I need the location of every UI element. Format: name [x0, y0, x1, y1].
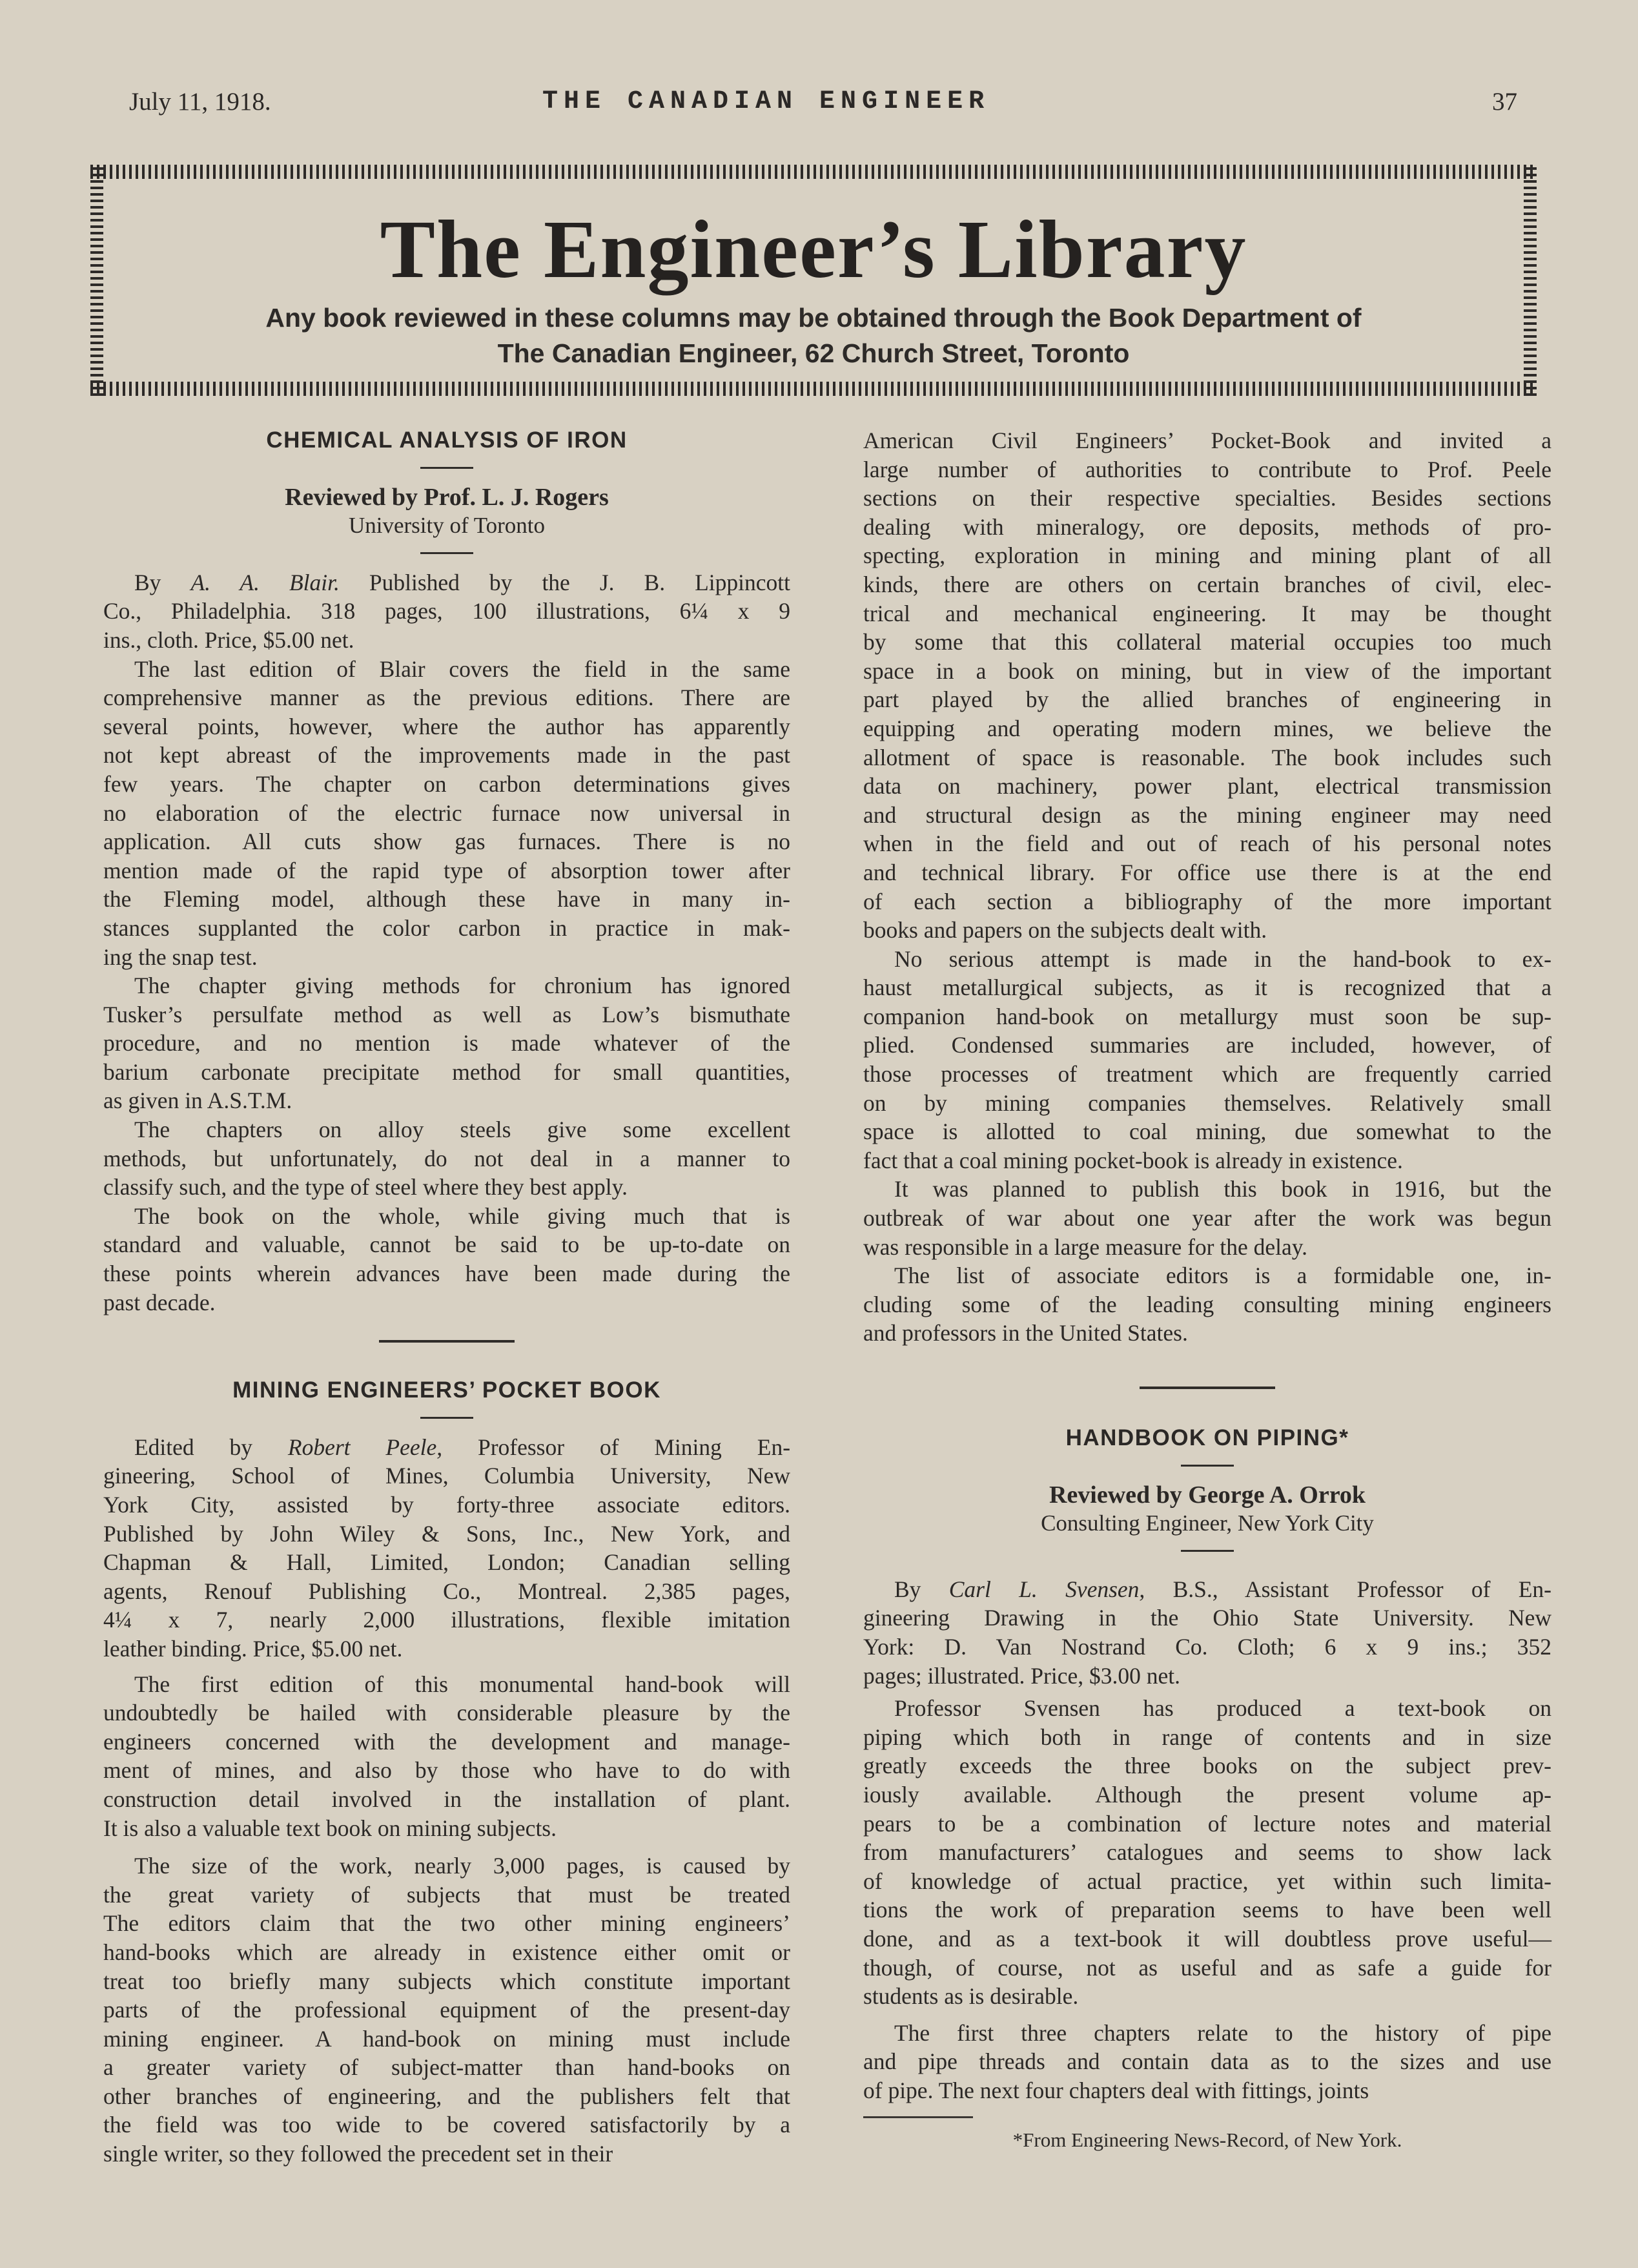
- article-heading: CHEMICAL ANALYSIS OF IRON: [266, 428, 628, 453]
- text-line: The editors claim that the two other mining engineers’: [103, 1910, 790, 1937]
- text-line: and structural design as the mining engineer may need: [863, 801, 1551, 828]
- bibliography-lines: [863, 1603, 1551, 1690]
- text-line: leather binding. Price, $5.00 net.: [103, 1635, 403, 1662]
- paragraph: [863, 426, 1551, 945]
- text-line: pages; illustrated. Price, $3.00 net.: [863, 1662, 1180, 1689]
- paragraph: [103, 971, 790, 1115]
- text-line: data on machinery, power plant, electrical transmission: [863, 773, 1551, 799]
- text-line: by some that this collateral material occupies too much: [863, 629, 1551, 655]
- text-line: Co., Philadelphia. 318 pages, 100 illustrations, 6¼ x 9: [103, 598, 790, 624]
- text-line: ins., cloth. Price, $5.00 net.: [103, 626, 354, 653]
- text-line: and pipe threads and contain data as to the sizes and use: [863, 2048, 1551, 2075]
- text-line: of pipe. The next four chapters deal with fittings, joints: [863, 2077, 1369, 2103]
- text-line: mention made of the rapid type of absorption tower after: [103, 857, 790, 883]
- text-line: The list of associate editors is a formidable one, in-: [894, 1263, 1551, 1289]
- text-line: The chapters on alloy steels give some excellent: [134, 1117, 790, 1143]
- text-line: kinds, there are others on certain branches of civil, elec-: [863, 571, 1551, 597]
- paragraph: [103, 1115, 790, 1202]
- right-column: [863, 426, 1551, 2155]
- text-line: the field was too wide to be covered satisfactorily by a: [103, 2112, 790, 2138]
- text-line: greatly exceeds the three books on the subject prev-: [863, 1753, 1551, 1779]
- author-name: A. A. Blair.: [190, 569, 340, 595]
- text-line: and professors in the United States.: [863, 1320, 1188, 1346]
- banner-border-top: [90, 165, 1537, 179]
- text-line: York: D. Van Nostrand Co. Cloth; 6 x 9 ins.; 352: [863, 1633, 1551, 1660]
- footnote: *From Engineering News-Record, of New York.: [1012, 2129, 1402, 2152]
- banner-subtitle-line: The Canadian Engineer, 62 Church Street, Toronto: [497, 338, 1130, 368]
- text-line: stances supplanted the color carbon in practice in mak-: [103, 914, 790, 941]
- section-divider: [1140, 1387, 1275, 1389]
- text-line: companion hand-book on metallurgy must soon be sup-: [863, 1003, 1551, 1029]
- text-line: books and papers on the subjects dealt with.: [863, 917, 1267, 943]
- text-line: ing the snap test.: [103, 943, 258, 970]
- text-line: those processes of treatment which are frequently carried: [863, 1061, 1551, 1088]
- text-line: Tusker’s persulfate method as well as Low’s bismuthate: [103, 1001, 790, 1027]
- text-line: several points, however, where the author has apparently: [103, 713, 790, 739]
- text-line: agents, Renouf Publishing Co., Montreal. 2,385 pages,: [103, 1578, 790, 1604]
- text-line: No serious attempt is made in the hand-book to ex-: [894, 945, 1551, 972]
- running-header: [129, 87, 1517, 126]
- section-divider: [379, 1340, 515, 1343]
- text-line: a greater variety of subject-matter than hand-books on: [103, 2054, 790, 2081]
- text-line: The first three chapters relate to the history of pipe: [894, 2019, 1551, 2046]
- bibliography-lines: [103, 1461, 790, 1663]
- text-line: sections on their respective specialties. Besides sections: [863, 485, 1551, 511]
- text-line: the Fleming model, although these have in many in-: [103, 886, 790, 912]
- text-line: application. All cuts show gas furnaces. There is no: [103, 829, 790, 855]
- text-line: 4¼ x 7, nearly 2,000 illustrations, flexible imitation: [103, 1607, 790, 1633]
- text-line: mining engineer. A hand-book on mining must include: [103, 2025, 790, 2052]
- text-line: It is also a valuable text book on mining subjects.: [103, 1815, 557, 1841]
- divider: [420, 552, 473, 554]
- text-line: Chapman & Hall, Limited, London; Canadian selling: [103, 1549, 790, 1576]
- bibliography: [103, 1433, 790, 1664]
- text-line: and technical library. For office use there is at the end: [863, 859, 1551, 885]
- text-line: Published by John Wiley & Sons, Inc., New York, and: [103, 1520, 790, 1547]
- text-line: American Civil Engineers’ Pocket-Book and invited a: [863, 428, 1551, 453]
- text-line: space is allotted to coal mining, due somewhat to the: [863, 1119, 1551, 1145]
- text-line: part played by the allied branches of engineering in: [863, 686, 1551, 713]
- text-line: methods, but unfortunately, do not deal in a manner to: [103, 1145, 790, 1171]
- text-line: comprehensive manner as the previous editions. There are: [103, 685, 790, 711]
- paragraph: [863, 1175, 1551, 1261]
- bibliography: [103, 568, 790, 655]
- library-banner: [90, 165, 1537, 396]
- banner-title: The Engineer’s Library: [380, 203, 1247, 295]
- text-line: trical and mechanical engineering. It may be thought: [863, 600, 1551, 626]
- banner-border-bottom: [90, 382, 1537, 396]
- divider: [420, 467, 473, 469]
- paragraph: [863, 1694, 1551, 2011]
- text-line: other branches of engineering, and the publishers felt that: [103, 2083, 790, 2109]
- text-line: equipping and operating modern mines, we believe the: [863, 715, 1551, 741]
- text-line: cluding some of the leading consulting mining engineers: [863, 1291, 1551, 1317]
- text-line: undoubtedly be hailed with considerable pleasure by the: [103, 1700, 790, 1726]
- text-line: done, and as a text-book it will doubtless prove useful—: [863, 1925, 1551, 1952]
- text-line: though, of course, not as useful and as safe a guide for: [863, 1954, 1551, 1981]
- divider: [1181, 1465, 1234, 1467]
- text-line: procedure, and no mention is made whatever of the: [103, 1030, 790, 1057]
- text-line: from manufacturers’ catalogues and seems to show lack: [863, 1839, 1551, 1866]
- bibliography: [863, 1575, 1551, 1690]
- text-line: By Carl L. Svensen, B.S., Assistant Professor of En-: [894, 1576, 1551, 1602]
- text-line: when in the field and out of reach of his personal notes: [863, 830, 1551, 857]
- article-heading: MINING ENGINEERS’ POCKET BOOK: [232, 1377, 661, 1403]
- text-line: allotment of space is reasonable. The book includes such: [863, 744, 1551, 770]
- text-line: dealing with mineralogy, ore deposits, methods of pro-: [863, 513, 1551, 540]
- text-line: of each section a bibliography of the more important: [863, 888, 1551, 914]
- divider: [1181, 1550, 1234, 1552]
- text-line: specting, exploration in mining and mining plant of all: [863, 542, 1551, 569]
- text-line: engineers concerned with the development and manage-: [103, 1728, 790, 1755]
- text-line: gineering Drawing in the Ohio State University. New: [863, 1605, 1551, 1631]
- text-line: no elaboration of the electric furnace now universal in: [103, 799, 790, 826]
- paragraph: [103, 1202, 790, 1317]
- text-line: as given in A.S.T.M.: [103, 1088, 292, 1114]
- text-line: pears to be a combination of lecture notes and material: [863, 1810, 1551, 1837]
- reviewer: Reviewed by Prof. L. J. Rogers: [285, 483, 609, 511]
- text-line: The last edition of Blair covers the field in the same: [134, 655, 790, 682]
- masthead: THE CANADIAN ENGINEER: [542, 87, 990, 116]
- author-name: Carl L. Svensen,: [948, 1576, 1145, 1602]
- issue-date: July 11, 1918.: [129, 88, 271, 116]
- text-line: parts of the professional equipment of the present-day: [103, 1997, 790, 2023]
- text-line: By A. A. Blair. Published by the J. B. Lippincott: [134, 569, 790, 595]
- text-line: iously available. Although the present volume ap-: [863, 1781, 1551, 1808]
- text-line: The book on the whole, while giving much that is: [134, 1202, 790, 1229]
- text-line: students as is desirable.: [863, 1983, 1079, 2010]
- paragraph: [103, 1670, 790, 1843]
- reviewer: Reviewed by George A. Orrok: [1049, 1481, 1366, 1509]
- text-line: not kept abreast of the improvements made in the past: [103, 742, 790, 768]
- text-line: haust metallurgical subjects, as it is recognized that a: [863, 974, 1551, 1001]
- text-line: barium carbonate precipitate method for small quantities,: [103, 1058, 790, 1085]
- left-column: [103, 426, 790, 2169]
- text-line: fact that a coal mining pocket-book is already in existence.: [863, 1147, 1403, 1173]
- editor-name: Robert Peele,: [287, 1434, 443, 1460]
- text-line: single writer, so they followed the precedent set in their: [103, 2141, 613, 2167]
- paragraph: [863, 945, 1551, 1175]
- text-line: The size of the work, nearly 3,000 pages, is caused by: [134, 1853, 790, 1879]
- text-line: Professor Svensen has produced a text-book on: [894, 1695, 1551, 1722]
- paragraph: [103, 655, 790, 972]
- text-line: was responsible in a large measure for the delay.: [863, 1233, 1308, 1260]
- footnote-rule: [863, 2116, 973, 2118]
- text-line: on by mining companies themselves. Relatively small: [863, 1089, 1551, 1116]
- text-line: few years. The chapter on carbon determinations gives: [103, 770, 790, 797]
- text-line: hand-books which are already in existence either omit or: [103, 1939, 790, 1965]
- text-line: ment of mines, and also by those who have to do with: [103, 1757, 790, 1784]
- text-line: the great variety of subjects that must be treated: [103, 1881, 790, 1908]
- text-line: gineering, School of Mines, Columbia University, New: [103, 1463, 790, 1489]
- text-line: these points wherein advances have been made during the: [103, 1261, 790, 1287]
- text-line: construction detail involved in the installation of plant.: [103, 1786, 790, 1812]
- text-line: outbreak of war about one year after the work was begun: [863, 1205, 1551, 1232]
- reviewer-affiliation: University of Toronto: [348, 513, 546, 539]
- text-line: large number of authorities to contribute to Prof. Peele: [863, 456, 1551, 482]
- banner-subtitle: [90, 300, 1537, 371]
- text-line: past decade.: [103, 1289, 216, 1315]
- text-line: plied. Condensed summaries are included, however, of: [863, 1032, 1551, 1058]
- text-line: space in a book on mining, but in view of the important: [863, 657, 1551, 684]
- text-line: piping which both in range of contents and in size: [863, 1724, 1551, 1750]
- text-line: The first edition of this monumental hand-book will: [134, 1671, 790, 1697]
- text-line: of knowledge of actual practice, yet within such limita-: [863, 1868, 1551, 1894]
- text-line: classify such, and the type of steel where they best apply.: [103, 1174, 628, 1201]
- page-number: 37: [1492, 88, 1517, 116]
- paragraph: [863, 1261, 1551, 1348]
- paragraph: [863, 2019, 1551, 2105]
- text-line: It was planned to publish this book in 1916, but the: [894, 1176, 1551, 1202]
- text-line: treat too briefly many subjects which constitute important: [103, 1968, 790, 1994]
- text-line: tions the work of preparation seems to have been well: [863, 1897, 1551, 1923]
- text-line: The chapter giving methods for chronium has ignored: [134, 973, 790, 999]
- paragraph: [103, 1851, 790, 2169]
- article-heading: HANDBOOK ON PIPING*: [1065, 1425, 1349, 1450]
- text-line: Edited by Robert Peele, Professor of Mining En-: [134, 1434, 791, 1460]
- text-line: standard and valuable, cannot be said to be up-to-date on: [103, 1232, 790, 1258]
- reviewer-affiliation: Consulting Engineer, New York City: [1041, 1510, 1374, 1536]
- divider: [420, 1417, 473, 1419]
- banner-subtitle-line: Any book reviewed in these columns may be obtained through the Book Department of: [265, 303, 1362, 333]
- text-line: York City, assisted by forty-three associate editors.: [103, 1492, 790, 1518]
